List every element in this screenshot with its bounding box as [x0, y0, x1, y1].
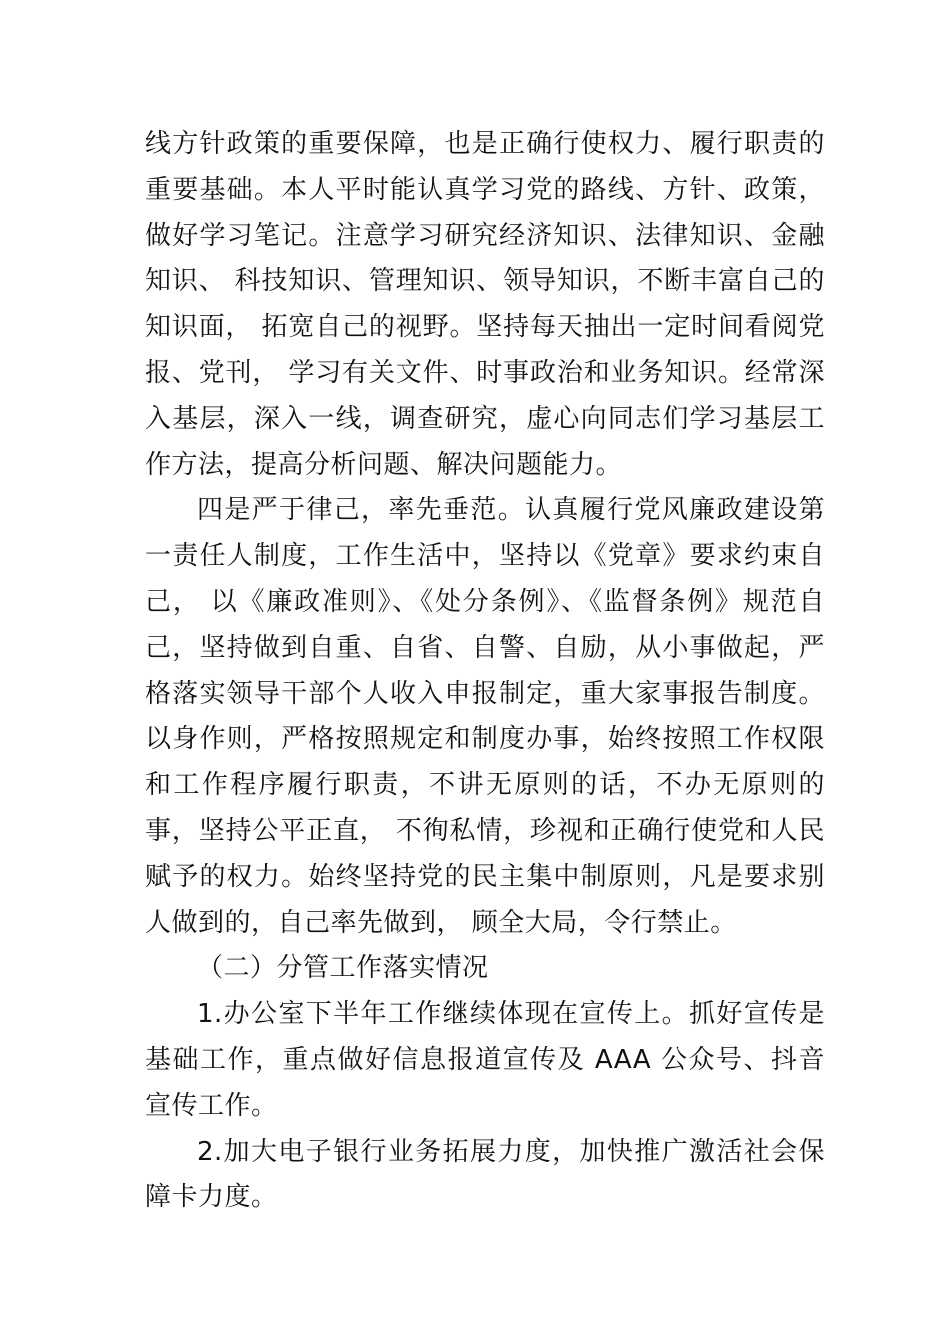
section-heading-work-implementation: （二）分管工作落实情况: [197, 953, 489, 984]
document-body: [145, 122, 825, 1221]
list-item-e-banking: 2.加大电子银行业务拓展力度，加快推广激活社会保障卡力度。: [145, 1136, 825, 1213]
paragraph-self-discipline: 四是严于律己，率先垂范。认真履行党风廉政建设第一责任人制度，工作生活中，坚持以《党章》要求约束自己， 以《廉政准则》、《处分条例》、《监督条例》规范自己，坚持做到自重、自省、自警、自励，从小事做起，严格落实领导干部个人收入申报制定，重大家事报告制度。以身作则，严格按照规定和制度办事，始终按照工作权限和工作程序履行职责，不讲无原则的话，不办无原则的事，坚持公平正直， 不徇私情，珍视和正确行使党和人民赋予的权力。始终坚持党的民主集中制原则，凡是要求别人做到的，自己率先做到， 顾全大局，令行禁止。: [145, 495, 825, 938]
paragraph-study-continuation: 线方针政策的重要保障，也是正确行使权力、履行职责的重要基础。本人平时能认真学习党的路线、方针、政策，做好学习笔记。注意学习研究经济知识、法律知识、金融知识、 科技知识、管理知识、领导知识，不断丰富自己的知识面， 拓宽自己的视野。坚持每天抽出一定时间看阅党报、党刊， 学习有关文件、时事政治和业务知识。经常深入基层，深入一线，调查研究，虚心向同志们学习基层工作方法，提高分析问题、解决问题能力。: [145, 129, 825, 480]
list-item-office-publicity: 1.办公室下半年工作继续体现在宣传上。抓好宣传是基础工作，重点做好信息报道宣传及 AAA 公众号、抖音宣传工作。: [145, 999, 825, 1121]
